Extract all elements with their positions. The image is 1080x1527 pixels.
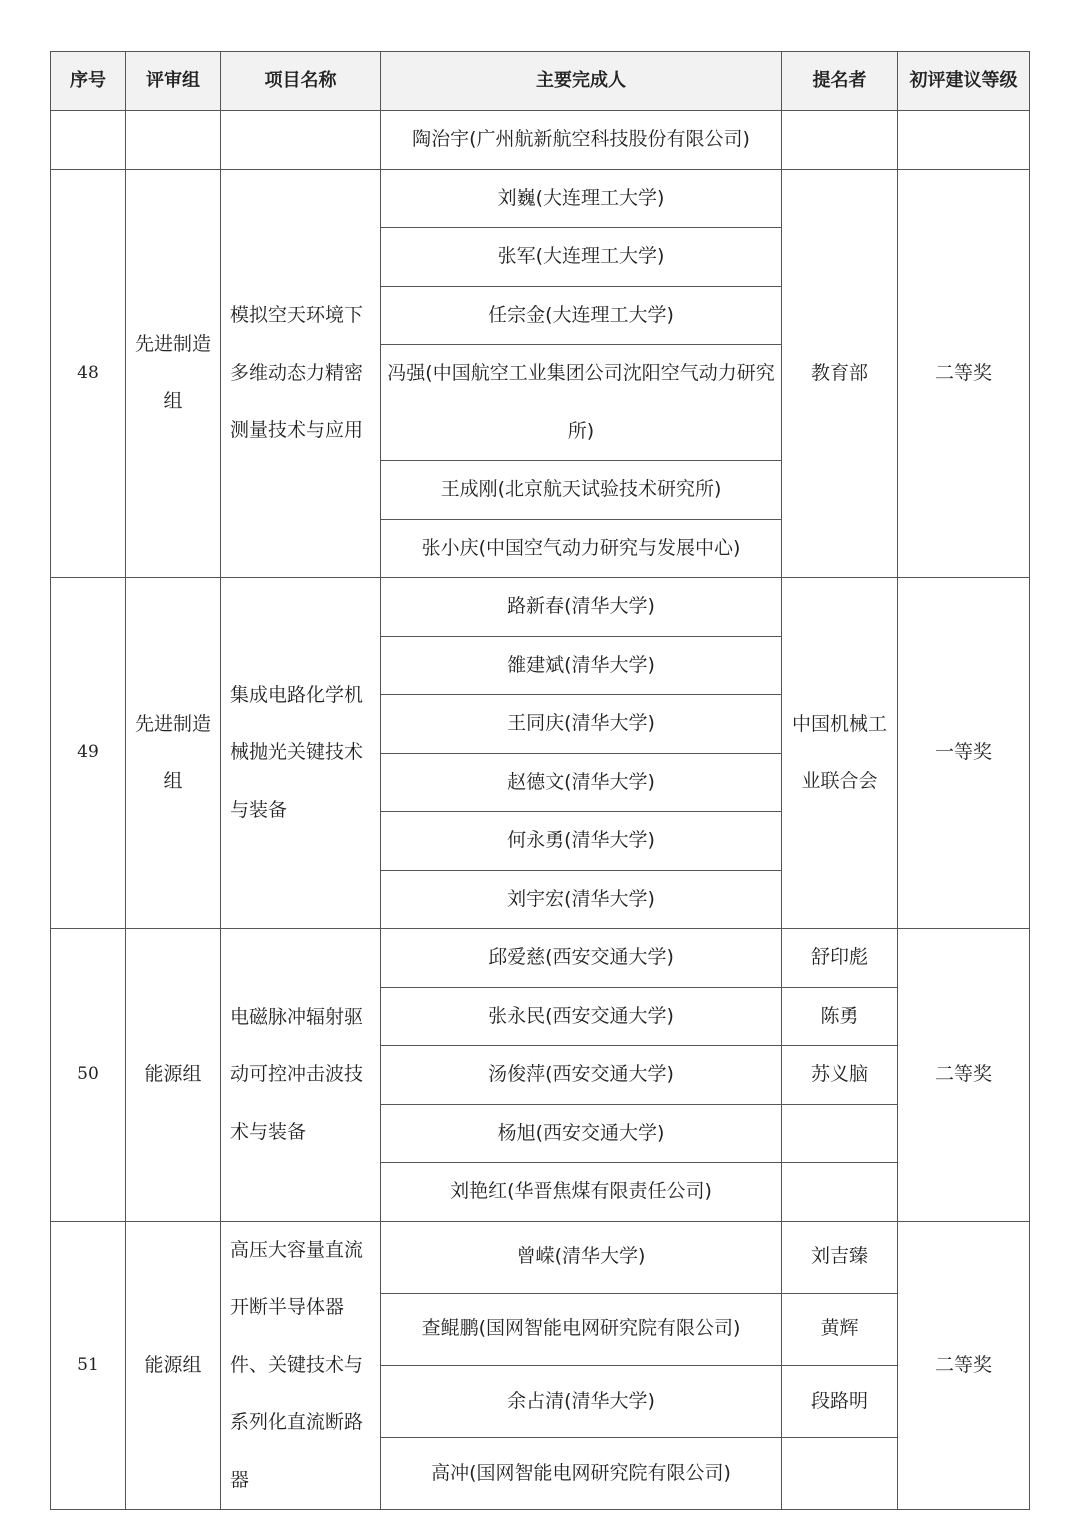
person-cell: 冯强(中国航空工业集团公司沈阳空气动力研究所) — [381, 345, 782, 461]
person-cell: 王成刚(北京航天试验技术研究所) — [381, 461, 782, 520]
table-row — [51, 111, 1030, 170]
person-cell: 张永民(西安交通大学) — [381, 987, 782, 1046]
nominator: 陈勇 — [782, 987, 898, 1046]
cell-blank — [126, 111, 221, 170]
table-row — [51, 1221, 1030, 1293]
cell-blank — [898, 111, 1030, 170]
person-cell: 邱爱慈(西安交通大学) — [381, 929, 782, 988]
person-cell: 余占清(清华大学) — [381, 1365, 782, 1437]
person-cell: 杨旭(西安交通大学) — [381, 1104, 782, 1163]
review-group: 能源组 — [126, 1221, 221, 1510]
person-cell: 查鲲鹏(国网智能电网研究院有限公司) — [381, 1293, 782, 1365]
header-row — [51, 52, 1030, 111]
person-cell: 何永勇(清华大学) — [381, 812, 782, 871]
cell-blank — [782, 1104, 898, 1163]
award-level: 二等奖 — [898, 929, 1030, 1222]
project-number: 51 — [51, 1221, 126, 1510]
header-people: 主要完成人 — [381, 52, 782, 111]
award-level: 二等奖 — [898, 169, 1030, 578]
person-cell: 路新春(清华大学) — [381, 578, 782, 637]
table-row — [51, 578, 1030, 637]
project-name: 模拟空天环境下多维动态力精密测量技术与应用 — [221, 169, 381, 578]
review-group: 先进制造组 — [126, 169, 221, 578]
person-cell: 王同庆(清华大学) — [381, 695, 782, 754]
person-cell: 张小庆(中国空气动力研究与发展中心) — [381, 519, 782, 578]
cell-blank — [782, 1163, 898, 1222]
person-cell: 刘艳红(华晋焦煤有限责任公司) — [381, 1163, 782, 1222]
person-cell: 陶治宇(广州航新航空科技股份有限公司) — [381, 111, 782, 170]
cell-blank — [221, 111, 381, 170]
award-level: 二等奖 — [898, 1221, 1030, 1510]
person-cell: 张军(大连理工大学) — [381, 228, 782, 287]
cell-blank — [51, 111, 126, 170]
nominator: 刘吉臻 — [782, 1221, 898, 1293]
person-cell: 高冲(国网智能电网研究院有限公司) — [381, 1437, 782, 1509]
project-number: 50 — [51, 929, 126, 1222]
nominator: 舒印彪 — [782, 929, 898, 988]
person-cell: 任宗金(大连理工大学) — [381, 286, 782, 345]
header-project: 项目名称 — [221, 52, 381, 111]
header-group: 评审组 — [126, 52, 221, 111]
table-row — [51, 169, 1030, 228]
review-group: 先进制造组 — [126, 578, 221, 929]
person-cell: 赵德文(清华大学) — [381, 753, 782, 812]
header-seq: 序号 — [51, 52, 126, 111]
review-group: 能源组 — [126, 929, 221, 1222]
table-row — [51, 929, 1030, 988]
cell-blank — [782, 1437, 898, 1509]
person-cell: 雒建斌(清华大学) — [381, 636, 782, 695]
nominator: 段路明 — [782, 1365, 898, 1437]
project-number: 48 — [51, 169, 126, 578]
project-number: 49 — [51, 578, 126, 929]
header-nominator: 提名者 — [782, 52, 898, 111]
project-name: 集成电路化学机械抛光关键技术与装备 — [221, 578, 381, 929]
nominator: 黄辉 — [782, 1293, 898, 1365]
award-level: 一等奖 — [898, 578, 1030, 929]
nominator: 教育部 — [782, 169, 898, 578]
nominator: 中国机械工业联合会 — [782, 578, 898, 929]
cell-blank — [782, 111, 898, 170]
person-cell: 汤俊萍(西安交通大学) — [381, 1046, 782, 1105]
nominator: 苏义脑 — [782, 1046, 898, 1105]
header-level: 初评建议等级 — [898, 52, 1030, 111]
awards-table — [50, 51, 1030, 1510]
project-name: 高压大容量直流开断半导体器件、关键技术与系列化直流断路器 — [221, 1221, 381, 1510]
person-cell: 曾嵘(清华大学) — [381, 1221, 782, 1293]
person-cell: 刘巍(大连理工大学) — [381, 169, 782, 228]
project-name: 电磁脉冲辐射驱动可控冲击波技术与装备 — [221, 929, 381, 1222]
person-cell: 刘宇宏(清华大学) — [381, 870, 782, 929]
